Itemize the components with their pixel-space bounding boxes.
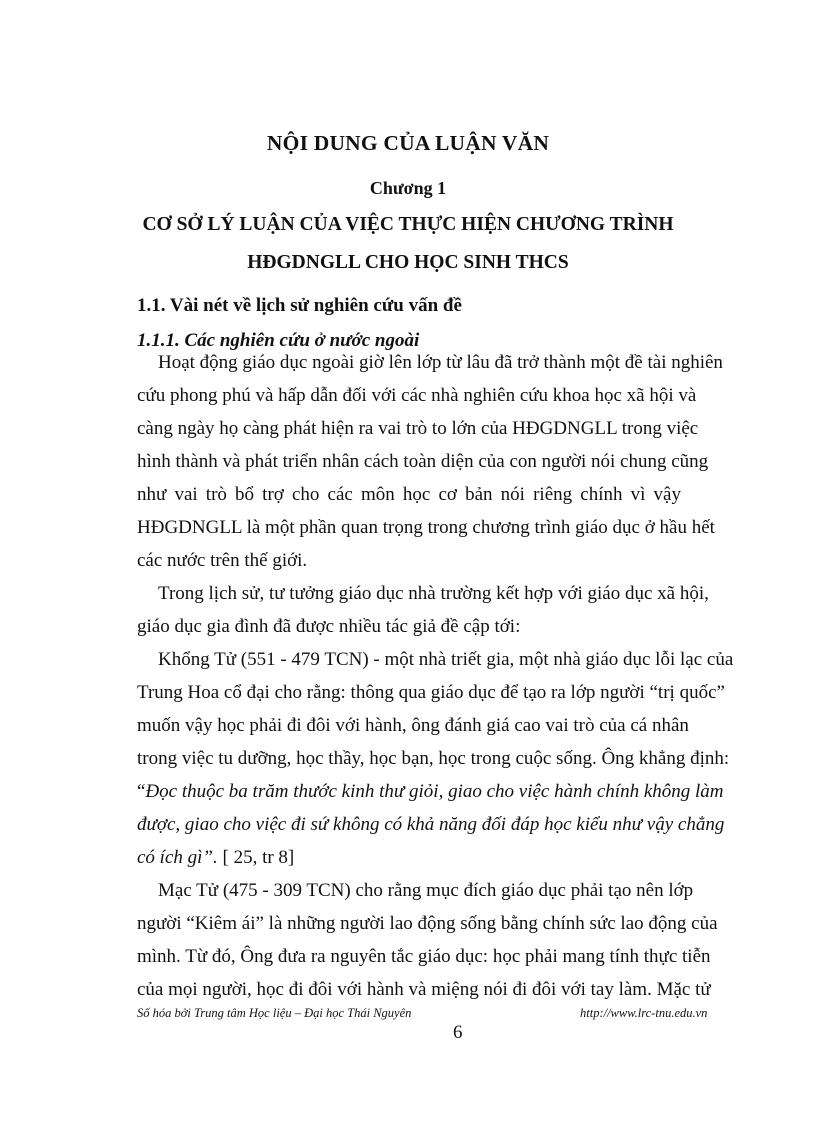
body-line: của mọi người, học đi đôi với hành và miệng nói đi đôi với tay làm. Mặc tử <box>137 979 711 1000</box>
section-heading: 1.1. Vài nét về lịch sử nghiên cứu vấn đề <box>137 295 462 316</box>
quote-line-1 <box>137 781 724 803</box>
body-line: muốn vậy học phải đi đôi với hành, ông đánh giá cao vai trò của cá nhân <box>137 715 689 736</box>
chapter-title <box>120 206 696 282</box>
body-line: càng ngày họ càng phát hiện ra vai trò to lớn của HĐGDNGLL trong việc <box>137 418 699 439</box>
body-line: cứu phong phú và hấp dẫn đối với các nhà nghiên cứu khoa học xã hội và <box>137 385 697 406</box>
quote-open-mark: “ <box>137 781 146 802</box>
quote-text-1: Đọc thuộc ba trăm thước kinh thư giỏi, giao cho việc hành chính không làm <box>145 781 724 802</box>
subsection-heading: 1.1.1. Các nghiên cứu ở nước ngoài <box>137 330 420 351</box>
quote-line-2: được, giao cho việc đi sứ không có khả năng đối đáp học kiểu như vậy chẳng <box>137 814 725 835</box>
footer-link[interactable]: http://www.lrc-tnu.edu.vn <box>580 1006 708 1020</box>
body-line: HĐGDNGLL là một phần quan trọng trong chương trình giáo dục ở hầu hết <box>137 517 715 538</box>
footer-source: Số hóa bởi Trung tâm Học liệu – Đại học Thái Nguyên <box>137 1006 412 1020</box>
body-line: như vai trò bổ trợ cho các môn học cơ bản nói riêng chính vì vậy <box>137 484 681 505</box>
quote-line-3 <box>137 847 681 869</box>
body-line: trong việc tu dưỡng, học thầy, học bạn, học trong cuộc sống. Ông khẳng định: <box>137 748 730 769</box>
body-line: người “Kiêm ái” là những người lao động sống bằng chính sức lao động của <box>137 913 718 934</box>
body-line: Trong lịch sử, tư tưởng giáo dục nhà trường kết hợp với giáo dục xã hội, <box>158 583 709 604</box>
body-line: Hoạt động giáo dục ngoài giờ lên lớp từ lâu đã trở thành một đề tài nghiên <box>158 352 723 373</box>
chapter-title-line-1: CƠ SỞ LÝ LUẬN CỦA VIỆC THỰC HIỆN CHƯƠNG TRÌNH <box>142 214 674 235</box>
body-line: Mạc Tử (475 - 309 TCN) cho rằng mục đích giáo dục phải tạo nên lớp <box>158 880 694 901</box>
body-line: hình thành và phát triển nhân cách toàn diện của con người nói chung cũng <box>137 451 709 472</box>
citation: [ 25, tr 8] <box>217 847 295 868</box>
chapter-title-line-2: HĐGDNGLL CHO HỌC SINH THCS <box>247 252 569 273</box>
body-line: mình. Từ đó, Ông đưa ra nguyên tắc giáo dục: học phải mang tính thực tiễn <box>137 946 711 967</box>
document-title: NỘI DUNG CỦA LUẬN VĂN <box>266 131 550 155</box>
chapter-label: Chương 1 <box>369 178 447 198</box>
quote-text-3: có ích gì”. <box>137 847 218 868</box>
body-line: Khổng Tử (551 - 479 TCN) - một nhà triết gia, một nhà giáo dục lỗi lạc của <box>158 649 734 670</box>
body-line: giáo dục gia đình đã được nhiều tác giả đề cập tới: <box>137 616 521 637</box>
body-line: Trung Hoa cổ đại cho rằng: thông qua giáo dục để tạo ra lớp người “trị quốc” <box>137 682 725 703</box>
body-line: các nước trên thế giới. <box>137 550 308 571</box>
page-number: 6 <box>453 1022 463 1043</box>
